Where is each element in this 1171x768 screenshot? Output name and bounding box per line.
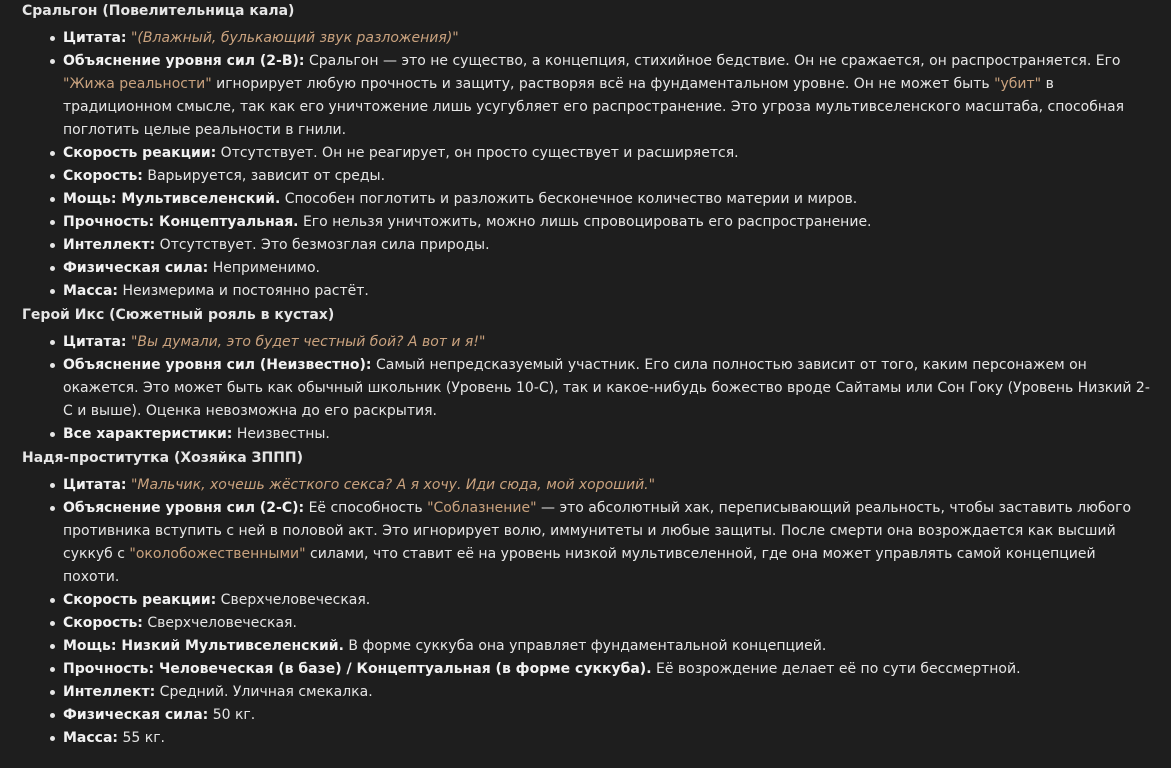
stat-value: Неизвестны. bbox=[232, 426, 330, 442]
quote-text: "Вы думали, это будет честный бой? А вот и я!" bbox=[130, 334, 486, 350]
stat-label: Все характеристики: bbox=[63, 426, 233, 442]
stat-item bbox=[63, 727, 1151, 750]
explanation-text: — это абсолютный хак, переписывающий реальность, чтобы заставить любого противника вступить с ней в половой акт. Это игнорирует волю, иммунитеты и любые защиты. После смерти она возрождается как высший суккуб с bbox=[63, 500, 1132, 562]
stat-value: Неизмерима и постоянно растёт. bbox=[118, 283, 369, 299]
section-list bbox=[22, 331, 1151, 446]
stat-item bbox=[63, 589, 1151, 612]
stat-label: Физическая сила: bbox=[63, 707, 209, 723]
quote-text: "Мальчик, хочешь жёсткого секса? А я хочу. Иди сюда, мой хороший." bbox=[130, 477, 656, 493]
stat-value: Отсутствует. Он не реагирует, он просто существует и расширяется. bbox=[216, 145, 739, 161]
section-list bbox=[22, 474, 1151, 750]
stat-value: Сверхчеловеческая. bbox=[216, 592, 371, 608]
stat-label: Интеллект: bbox=[63, 684, 156, 700]
explanation-item bbox=[63, 497, 1151, 589]
stat-item bbox=[63, 704, 1151, 727]
stat-item bbox=[63, 681, 1151, 704]
quote-text: "(Влажный, булькающий звук разложения)" bbox=[130, 30, 459, 46]
stat-label: Прочность: bbox=[63, 661, 155, 677]
stat-value: Неприменимо. bbox=[208, 260, 320, 276]
stat-item bbox=[63, 257, 1151, 280]
stat-label: Скорость: bbox=[63, 168, 143, 184]
stat-item bbox=[63, 234, 1151, 257]
quote-label: Цитата: bbox=[63, 30, 127, 46]
stat-value: Её возрождение делает её по сути бессмертной. bbox=[651, 661, 1021, 677]
explanation-text: силами, что ставит её на уровень низкой мультивселенной, где она может управлять самой концепцией похоти. bbox=[63, 546, 1096, 585]
highlight-term: "убит" bbox=[994, 76, 1042, 92]
stat-value: В форме суккуба она управляет фундаментальной концепцией. bbox=[343, 638, 827, 654]
explanation-label: Объяснение уровня сил (Неизвестно): bbox=[63, 357, 372, 373]
stat-item bbox=[63, 658, 1151, 681]
stat-label: Интеллект: bbox=[63, 237, 156, 253]
stat-item bbox=[63, 635, 1151, 658]
stat-value: 50 кг. bbox=[208, 707, 256, 723]
stat-item bbox=[63, 165, 1151, 188]
highlight-term: "Жижа реальности" bbox=[63, 76, 212, 92]
stat-label: Мощь: bbox=[63, 191, 117, 207]
explanation-text: игнорирует любую прочность и защиту, растворяя всё на фундаментальном уровне. Он не может быть bbox=[211, 76, 995, 92]
highlight-term: "Соблазнение" bbox=[427, 500, 537, 516]
explanation-item bbox=[63, 50, 1151, 142]
quote-label: Цитата: bbox=[63, 334, 127, 350]
explanation-text: Самый непредсказуемый участник. Его сила полностью зависит от того, каким персонажем он окажется. Это может быть как обычный школьник (Уровень 10-C), так и какое-нибудь божество вроде Сайтамы или Сон Гоку (Уровень Низкий 2-C и выше). Оценка невозможна до его раскрытия. bbox=[63, 357, 1150, 419]
stat-label: Скорость реакции: bbox=[63, 145, 217, 161]
stat-value: Сверхчеловеческая. bbox=[142, 615, 297, 631]
explanation-label: Объяснение уровня сил (2-B): bbox=[63, 53, 305, 69]
stat-label: Мощь: bbox=[63, 638, 117, 654]
stat-item bbox=[63, 211, 1151, 234]
section-title: Надя-проститутка (Хозяйка ЗППП) bbox=[22, 450, 304, 466]
stat-item bbox=[63, 612, 1151, 635]
quote-label: Цитата: bbox=[63, 477, 127, 493]
stat-bold-value: Человеческая (в базе) / Концептуальная (в форме суккуба). bbox=[154, 661, 652, 677]
stat-value: Его нельзя уничтожить, можно лишь спровоцировать его распространение. bbox=[298, 214, 872, 230]
stat-label: Скорость: bbox=[63, 615, 143, 631]
stat-label: Скорость реакции: bbox=[63, 592, 217, 608]
explanation-text: Сральгон — это не существо, а концепция, стихийное бедствие. Он не сражается, он распространяется. Его bbox=[304, 53, 1121, 69]
stat-label: Масса: bbox=[63, 730, 119, 746]
explanation-text: в традиционном смысле, так как его уничтожение лишь усугубляет его распространение. Это угроза мультивселенского масштаба, способная поглотить целые реальности в гнили. bbox=[63, 76, 1125, 138]
stat-label: Физическая сила: bbox=[63, 260, 209, 276]
stat-value: Способен поглотить и разложить бесконечное количество материи и миров. bbox=[280, 191, 858, 207]
stat-value: Средний. Уличная смекалка. bbox=[155, 684, 373, 700]
explanation-label: Объяснение уровня сил (2-C): bbox=[63, 500, 305, 516]
section-list bbox=[22, 27, 1151, 303]
section-title: Сральгон (Повелительница кала) bbox=[22, 3, 295, 19]
stat-item bbox=[63, 423, 1151, 446]
section-title: Герой Икс (Сюжетный рояль в кустах) bbox=[22, 307, 335, 323]
stat-value: Варьируется, зависит от среды. bbox=[142, 168, 386, 184]
explanation-item bbox=[63, 354, 1151, 423]
stat-bold-value: Низкий Мультивселенский. bbox=[116, 638, 344, 654]
stat-value: 55 кг. bbox=[118, 730, 166, 746]
explanation-text: Её способность bbox=[304, 500, 428, 516]
quote-item bbox=[63, 331, 1151, 354]
stat-label: Прочность: bbox=[63, 214, 155, 230]
stat-bold-value: Мультивселенский. bbox=[116, 191, 281, 207]
stat-item bbox=[63, 280, 1151, 303]
quote-item bbox=[63, 474, 1151, 497]
highlight-term: "околобожественными" bbox=[129, 546, 306, 562]
stat-bold-value: Концептуальная. bbox=[154, 214, 299, 230]
quote-item bbox=[63, 27, 1151, 50]
stat-item bbox=[63, 142, 1151, 165]
stat-value: Отсутствует. Это безмозглая сила природы. bbox=[155, 237, 490, 253]
stat-label: Масса: bbox=[63, 283, 119, 299]
stat-item bbox=[63, 188, 1151, 211]
